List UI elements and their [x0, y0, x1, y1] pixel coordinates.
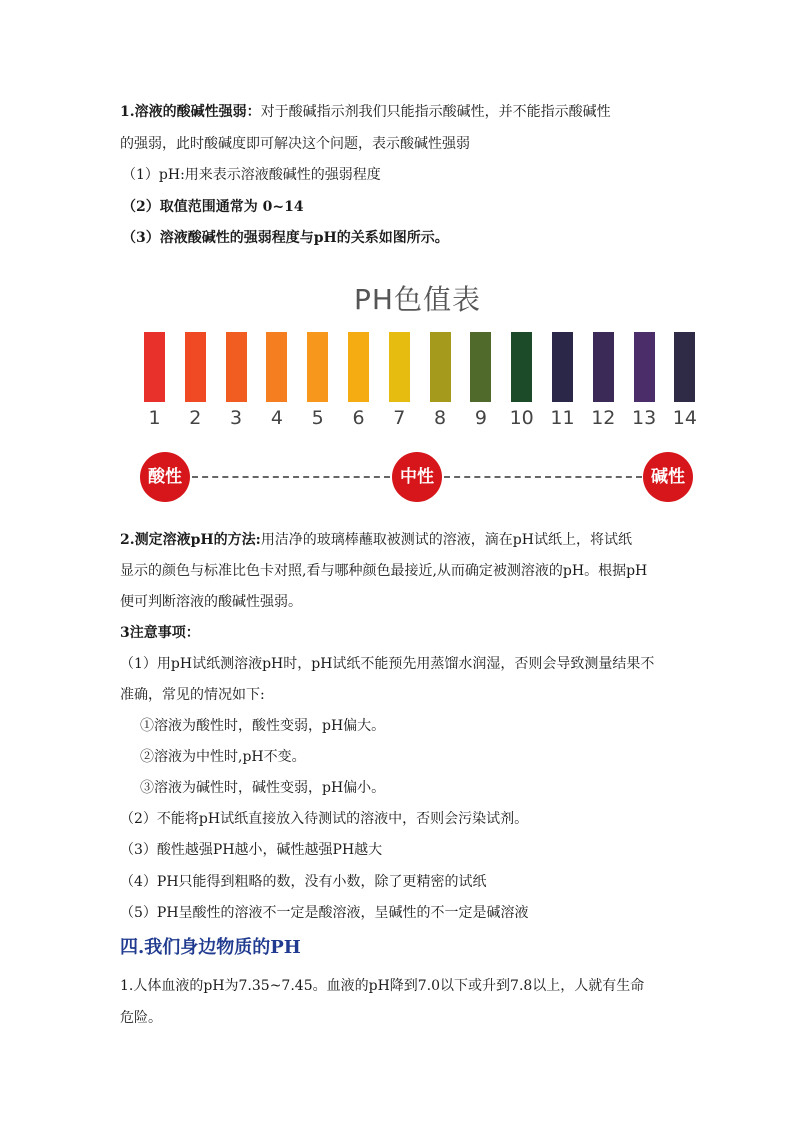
ph-tick-label-7: 7 [393, 407, 406, 429]
ph-tick-label-13: 13 [632, 407, 657, 429]
ph-tick-label-12: 12 [591, 407, 616, 429]
intro-heading: 1.溶液的酸碱性强弱： [120, 104, 261, 120]
blood-ph-line-1: 1.人体血液的pH为7.35~7.45。血液的pH降到7.0以下或升到7.8以上，人就有生命 [120, 978, 645, 994]
method-text: 用洁净的玻璃棒蘸取被测试的溶液，滴在pH试纸上，将试纸 [260, 532, 632, 548]
base-label: 碱性 [643, 452, 693, 502]
notes-title: 3注意事项： [120, 625, 200, 641]
method-line-2: 显示的颜色与标准比色卡对照,看与哪种颜色最接近,从而确定被测溶液的pH。根据pH [120, 563, 648, 579]
ph-tick-label-2: 2 [189, 407, 202, 429]
method-line-1 [120, 530, 632, 550]
ph-color-bar-4 [266, 332, 287, 402]
intro-text: 对于酸碱指示剂我们只能指示酸碱性，并不能指示酸碱性 [260, 104, 611, 120]
ph-color-bar-6 [348, 332, 369, 402]
ph-color-bar-8 [430, 332, 451, 402]
ph-tick-label-6: 6 [352, 407, 365, 429]
item-1: （1）pH:用来表示溶液酸碱性的强弱程度 [122, 167, 381, 183]
ph-color-bar-13 [634, 332, 655, 402]
acid-label: 酸性 [140, 452, 190, 502]
item-2: （2）取值范围通常为 0~14 [122, 199, 304, 215]
ph-tick-label-8: 8 [434, 407, 447, 429]
ph-color-bar-14 [674, 332, 695, 402]
section-4-heading: 四.我们身边物质的PH [120, 937, 301, 958]
ph-color-bar-10 [511, 332, 532, 402]
note-4: （4）PH只能得到粗略的数，没有小数，除了更精密的试纸 [120, 874, 487, 890]
ph-color-bar-9 [470, 332, 491, 402]
method-heading: 2.测定溶液pH的方法: [120, 532, 261, 548]
blood-ph-line-2: 危险。 [120, 1010, 162, 1026]
ph-tick-label-3: 3 [230, 407, 243, 429]
ph-tick-label-1: 1 [148, 407, 161, 429]
ph-color-chart [135, 272, 700, 512]
ph-color-bar-11 [552, 332, 573, 402]
ph-color-bar-12 [593, 332, 614, 402]
ph-tick-label-11: 11 [550, 407, 575, 429]
note-1-line-1: （1）用pH试纸测溶液pH时，pH试纸不能预先用蒸馏水润湿，否则会导致测量结果不 [120, 656, 655, 672]
ph-tick-label-9: 9 [474, 407, 487, 429]
note-5: （5）PH呈酸性的溶液不一定是酸溶液，呈碱性的不一定是碱溶液 [120, 905, 529, 921]
intro-line-2: 的强弱，此时酸碱度即可解决这个问题，表示酸碱性强弱 [120, 136, 470, 152]
note-3: （3）酸性越强PH越小，碱性越强PH越大 [120, 842, 383, 858]
case-3: ③溶液为碱性时，碱性变弱，pH偏小。 [140, 780, 386, 796]
dashed-line-left [192, 476, 390, 478]
neutral-label: 中性 [392, 452, 442, 502]
ph-color-bar-2 [185, 332, 206, 402]
ph-tick-label-5: 5 [311, 407, 324, 429]
chart-title: PH色值表 [354, 283, 481, 316]
case-2: ②溶液为中性时,pH不变。 [140, 749, 306, 765]
ph-tick-label-4: 4 [270, 407, 283, 429]
ph-color-bar-5 [307, 332, 328, 402]
intro-line-1 [120, 102, 611, 122]
item-3: （3）溶液酸碱性的强弱程度与pH的关系如图所示。 [122, 230, 449, 246]
ph-color-bar-1 [144, 332, 165, 402]
note-1-line-2: 准确，常见的情况如下: [120, 687, 265, 703]
ph-tick-label-10: 10 [509, 407, 534, 429]
ph-color-bar-7 [389, 332, 410, 402]
case-1: ①溶液为酸性时，酸性变弱，pH偏大。 [140, 718, 386, 734]
method-line-3: 便可判断溶液的酸碱性强弱。 [120, 594, 302, 610]
ph-tick-label-14: 14 [672, 407, 697, 429]
dashed-line-right [444, 476, 642, 478]
ph-color-bar-3 [226, 332, 247, 402]
note-2: （2）不能将pH试纸直接放入待测试的溶液中，否则会污染试剂。 [120, 811, 529, 827]
